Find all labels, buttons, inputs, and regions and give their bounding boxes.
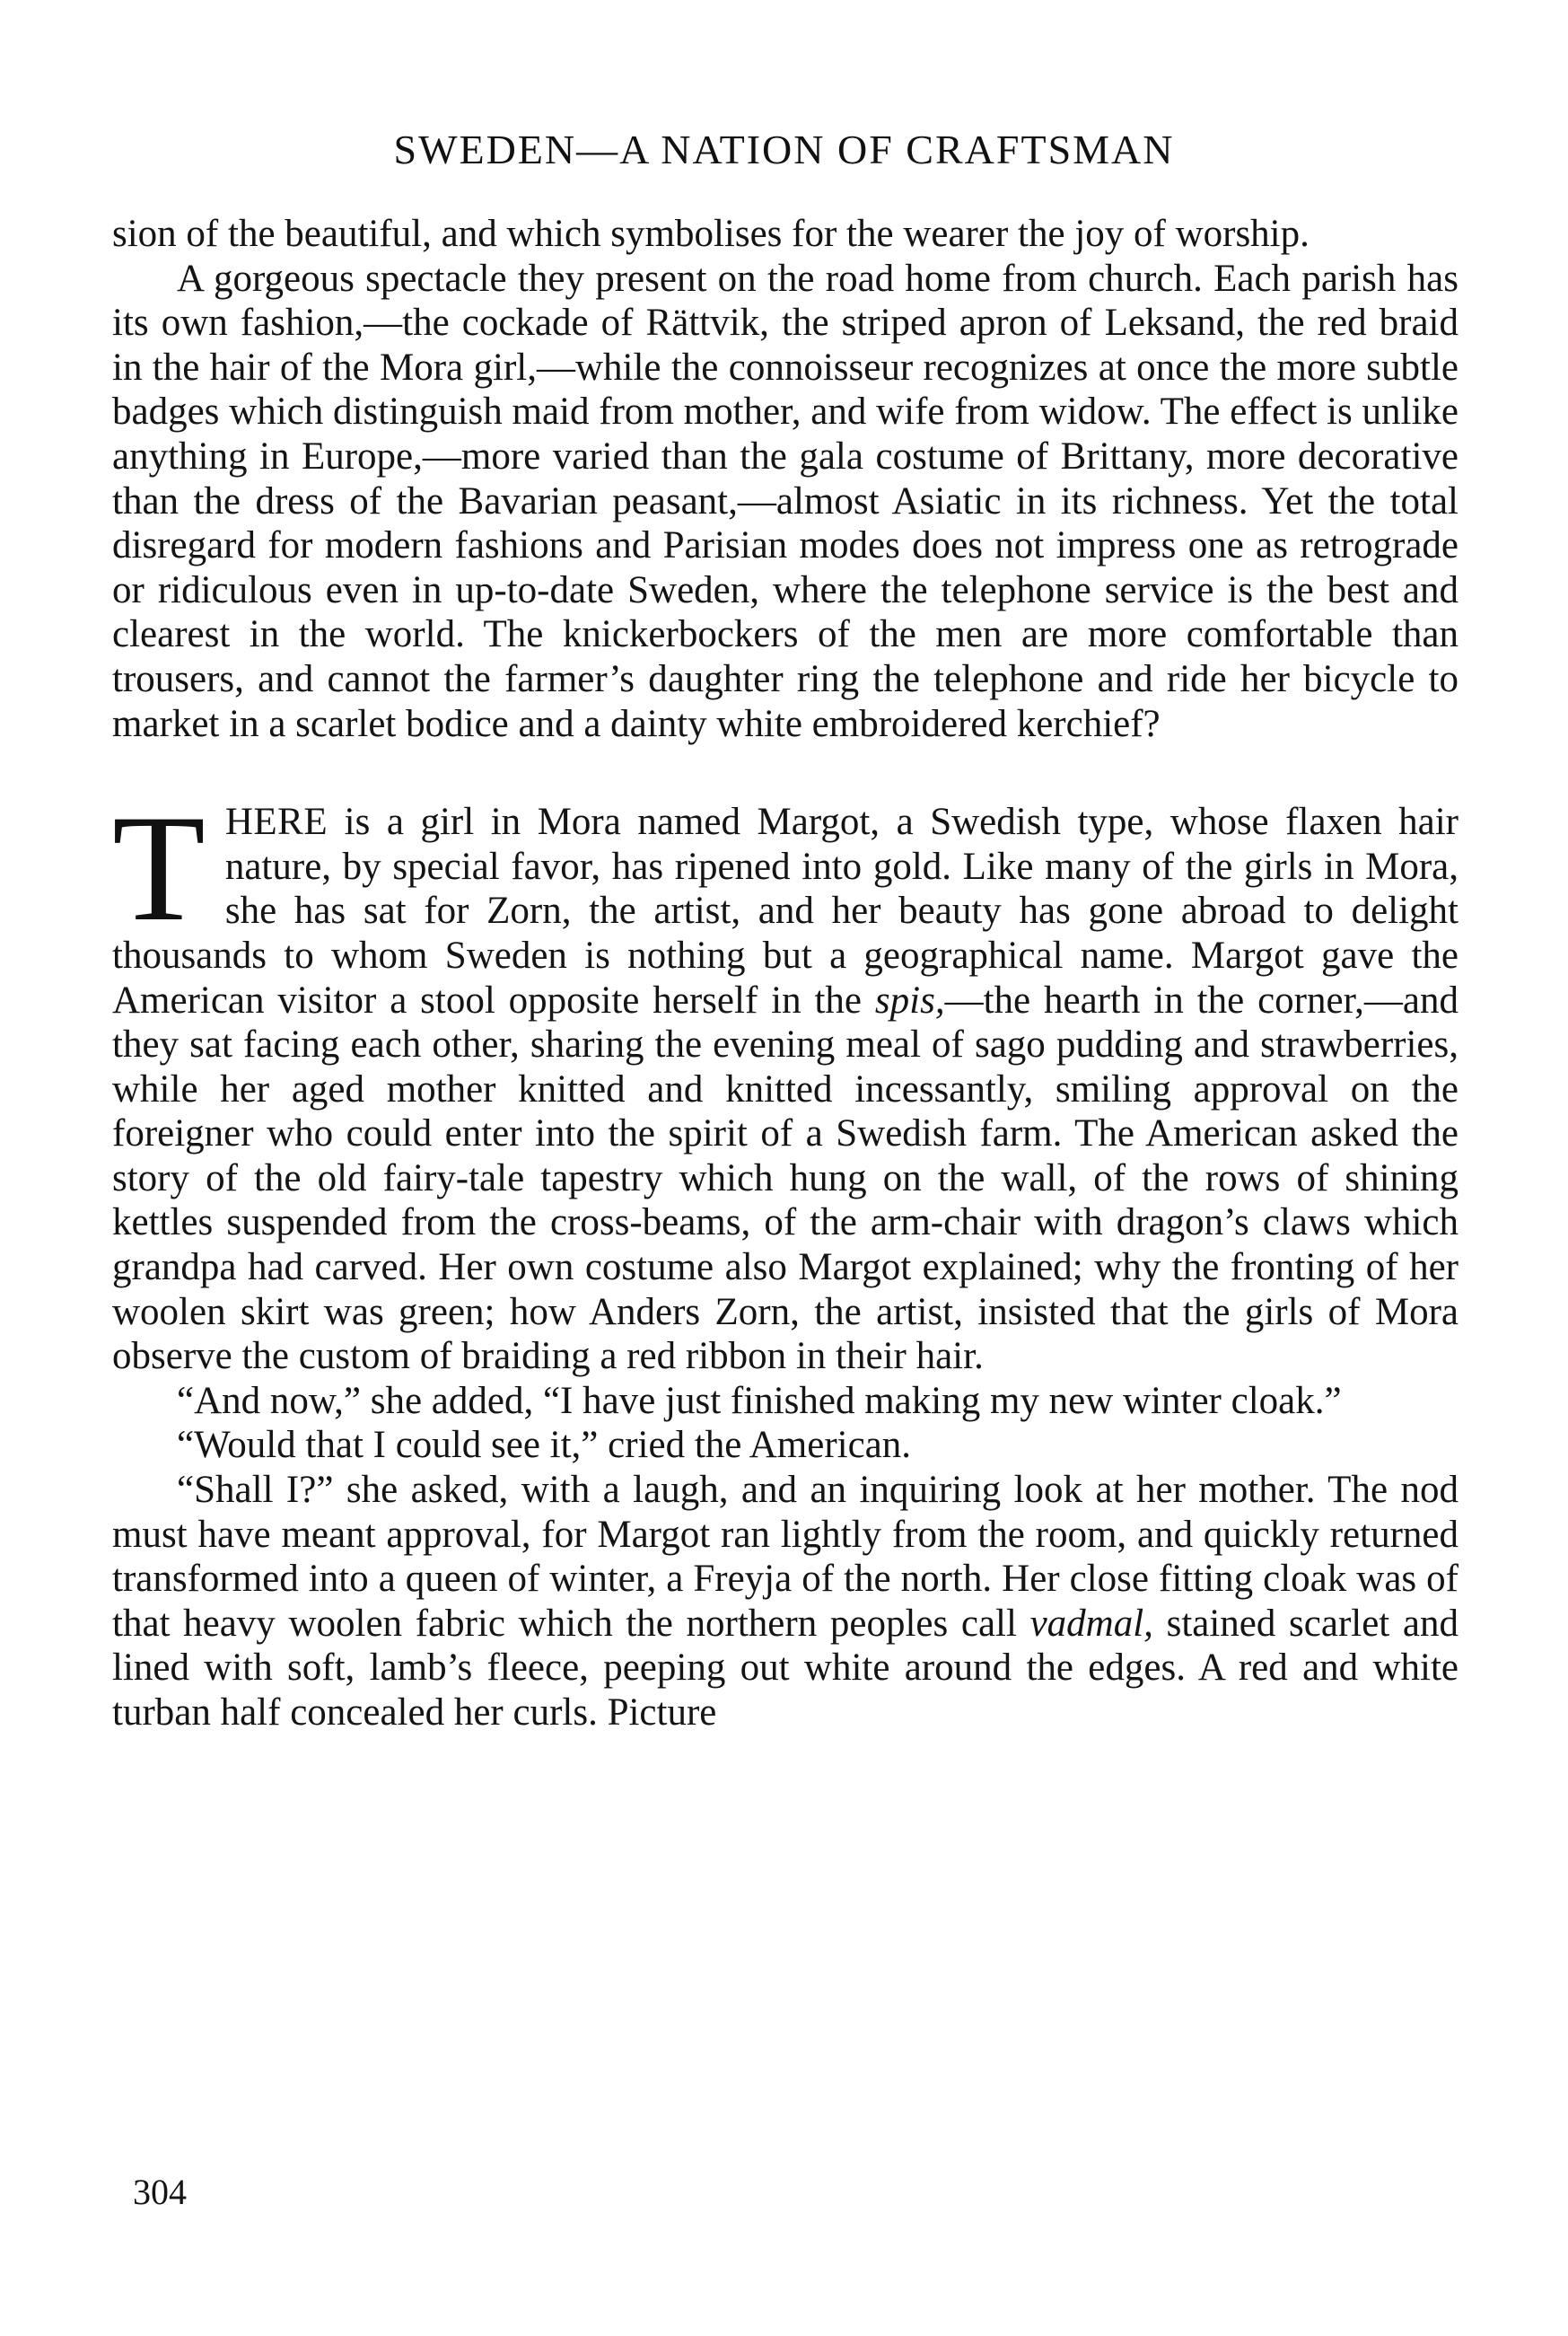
italic-term-spis: spis, bbox=[874, 979, 945, 1022]
page-number: 304 bbox=[133, 2172, 187, 2212]
paragraph-margot-text-1: is a girl in Mora named Margot, a Swedish type, whose flaxen hair nature, by special favor, has ripened into gold. Like many of the girls in Mora, she has sat for Zorn, the artist, and her beauty has gone abroad to delight thousands to whom Sweden is nothing but a geographical name. Margot gave the American visitor a stool opposite herself in the bbox=[112, 801, 1459, 1022]
section-break bbox=[112, 746, 1459, 800]
paragraph-shall-i bbox=[112, 1468, 1459, 1735]
small-caps-opening: HERE bbox=[224, 801, 328, 844]
paragraph-continuation: sion of the beautiful, and which symbolises for the wearer the joy of worship. bbox=[112, 213, 1310, 255]
paragraph-margot bbox=[112, 784, 1459, 1379]
paragraph-shall-i-text-2: stained scarlet and lined with soft, lamb’s fleece, peeping out white around the edges. A red and white turban half concealed her curls. Picture bbox=[112, 1602, 1459, 1734]
italic-term-vadmal: vadmal, bbox=[1029, 1602, 1153, 1645]
body-text bbox=[112, 212, 1459, 1735]
drop-cap: T bbox=[112, 784, 206, 953]
paragraph-and-now: “And now,” she added, “I have just finished making my new winter cloak.” bbox=[177, 1379, 1342, 1422]
paragraph-shall-i-text-1: “Shall I?” she asked, with a laugh, and an inquiring look at her mother. The nod must have meant approval, for Margot ran lightly from the room, and quickly returned transformed into a queen of winter, a Freyja of the north. Her close fitting cloak was of that heavy woolen fabric which the northern peoples call bbox=[112, 1469, 1459, 1645]
paragraph-margot-text-2: —the hearth in the corner,—and they sat facing each other, sharing the evening meal of sago pudding and strawberries, while her aged mother knitted and knitted incessantly, smiling approval on the foreigner who could enter into the spirit of a Swedish farm. The American asked the story of the old fairy-tale tapestry which hung on the wall, of the rows of shining kettles suspended from the cross-beams, of the arm-chair with dragon’s claws which grandpa had carved. Her own costume also Margot explained; why the fronting of her woolen skirt was green; how Anders Zorn, the artist, insisted that the girls of Mora observe the custom of braiding a red ribbon in their hair. bbox=[112, 979, 1459, 1378]
paragraph-would-that: “Would that I could see it,” cried the American. bbox=[177, 1424, 912, 1467]
paragraph-spectacle: A gorgeous spectacle they present on the road home from church. Each parish has its own fashion,—the cockade of Rättvik, the striped apron of Leksand, the red braid in the hair of the Mora girl,—while the connoisseur recognizes at once the more subtle badges which distinguish maid from mother, and wife from widow. The effect is unlike anything in Europe,—more varied than the gala costume of Brittany, more decorative than the dress of the Bavarian peasant,—almost Asiatic in its richness. Yet the total disregard for modern fashions and Parisian modes does not impress one as retrograde or ridiculous even in up-to-date Sweden, where the telephone service is the best and clearest in the world. The knickerbockers of the men are more comfortable than trousers, and cannot the farmer’s daughter ring the telephone and ride her bicycle to market in a scarlet bodice and a dainty white embroidered kerchief? bbox=[112, 257, 1459, 745]
running-title: SWEDEN—A NATION OF CRAFTSMAN bbox=[393, 127, 1175, 172]
